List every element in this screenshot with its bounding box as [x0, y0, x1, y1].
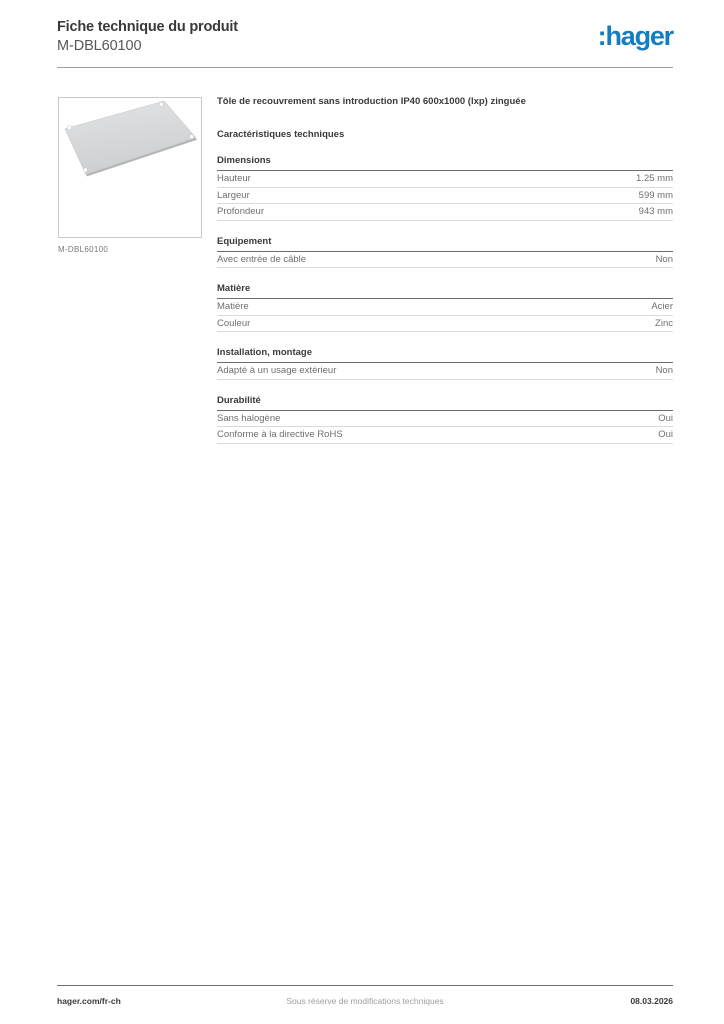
spec-value: 1.25 mm: [636, 173, 673, 184]
spec-row: [217, 171, 673, 188]
spec-label: Hauteur: [217, 173, 251, 184]
technical-characteristics-title: Caractéristiques techniques: [217, 129, 345, 140]
spec-row: [217, 411, 673, 428]
section-title: Matière: [217, 283, 673, 299]
section-title: Installation, montage: [217, 347, 673, 363]
spec-column: [217, 96, 673, 444]
product-image-caption: M-DBL60100: [58, 245, 109, 254]
spec-label: Largeur: [217, 189, 250, 201]
spec-row: [217, 204, 673, 221]
spec-row: [217, 299, 673, 316]
spec-value: Non: [655, 253, 673, 265]
product-description: Tôle de recouvrement sans introduction IP40 600x1000 (lxp) zinguée: [217, 96, 526, 107]
page-title: Fiche technique du produit: [57, 19, 238, 35]
spec-label: Matière: [217, 301, 249, 312]
spec-row: [217, 188, 673, 205]
spec-label: Profondeur: [217, 206, 265, 217]
footer-website: hager.com/fr-ch: [57, 996, 121, 1006]
footer: [57, 996, 673, 1008]
spec-value: Oui: [658, 412, 673, 424]
spec-row: [217, 316, 673, 333]
section-title: Equipement: [217, 236, 673, 252]
section-title: Durabilité: [217, 395, 673, 411]
footer-disclaimer: Sous réserve de modifications techniques: [286, 996, 444, 1006]
spec-row: [217, 252, 673, 269]
hager-logo: :hager: [597, 21, 673, 51]
spec-value: Zinc: [655, 317, 673, 329]
spec-value: 599 mm: [638, 189, 673, 201]
footer-date: 08.03.2026: [630, 996, 673, 1006]
spec-value: Oui: [658, 429, 673, 440]
spec-section-installation: [217, 347, 673, 380]
spec-value: Acier: [651, 301, 673, 312]
product-reference: M-DBL60100: [57, 38, 142, 54]
spec-label: Avec entrée de câble: [217, 253, 307, 265]
spec-value: Non: [655, 365, 673, 376]
spec-label: Sans halogène: [217, 412, 281, 424]
spec-row: [217, 363, 673, 380]
spec-label: Adapté à un usage extérieur: [217, 365, 337, 376]
header-divider: [57, 67, 673, 68]
spec-section-matiere: [217, 283, 673, 332]
spec-section-durabilite: [217, 395, 673, 444]
cover-plate-illustration: [59, 98, 201, 237]
spec-row: [217, 427, 673, 444]
product-image: [58, 97, 202, 238]
footer-divider: [57, 985, 673, 986]
spec-value: 943 mm: [638, 206, 673, 217]
spec-label: Conforme à la directive RoHS: [217, 429, 343, 440]
spec-label: Couleur: [217, 317, 251, 329]
spec-section-equipement: [217, 236, 673, 269]
section-title: Dimensions: [217, 155, 673, 171]
spec-section-dimensions: [217, 155, 673, 221]
